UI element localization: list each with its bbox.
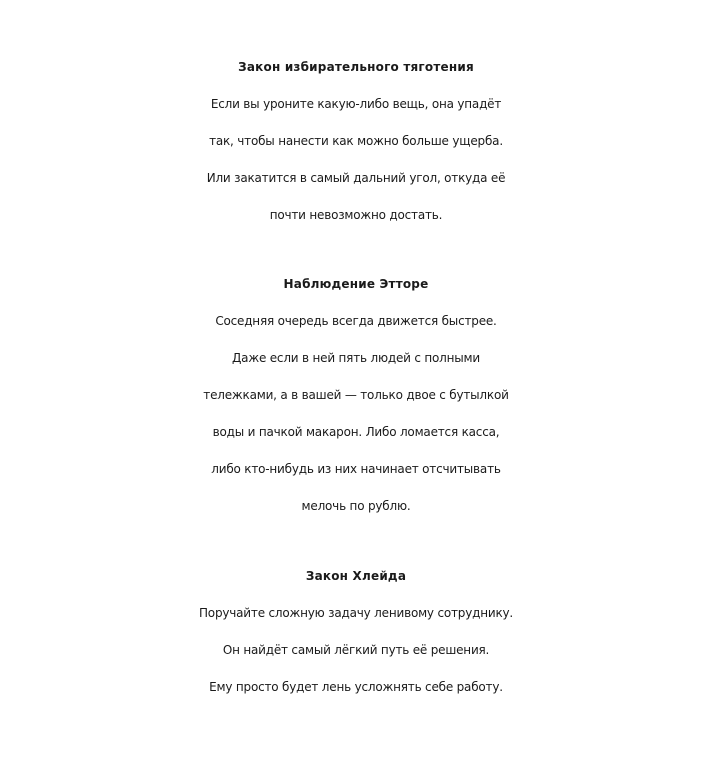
section-title: Закон избирательного тяготения xyxy=(238,60,474,74)
text-line: Даже если в ней пять людей с полными xyxy=(232,351,480,365)
section-title: Наблюдение Этторе xyxy=(283,277,429,291)
text-line: Или закатится в самый дальний угол, откуда её xyxy=(206,171,506,185)
text-line: мелочь по рублю. xyxy=(301,499,411,513)
text-line: почти невозможно достать. xyxy=(269,208,443,222)
text-line: воды и пачкой макарон. Либо ломается касса, xyxy=(212,425,500,439)
text-line: Если вы уроните какую-либо вещь, она упадёт xyxy=(210,97,502,111)
text-line: Соседняя очередь всегда движется быстрее. xyxy=(215,314,497,328)
text-line: так, чтобы нанести как можно больше ущерба. xyxy=(209,134,503,148)
text-line: либо кто-нибудь из них начинает отсчитывать xyxy=(211,462,501,476)
section-title: Закон Хлейда xyxy=(305,569,407,583)
hlade-law xyxy=(0,558,712,706)
text-line: Ему просто будет лень усложнять себе работу. xyxy=(209,680,503,694)
ettore-observation xyxy=(0,266,712,525)
law-selective-gravity xyxy=(0,49,712,234)
text-line: Поручайте сложную задачу ленивому сотруднику. xyxy=(198,606,514,620)
text-line: тележками, а в вашей — только двое с бутылкой xyxy=(203,388,509,402)
text-line: Он найдёт самый лёгкий путь её решения. xyxy=(222,643,490,657)
